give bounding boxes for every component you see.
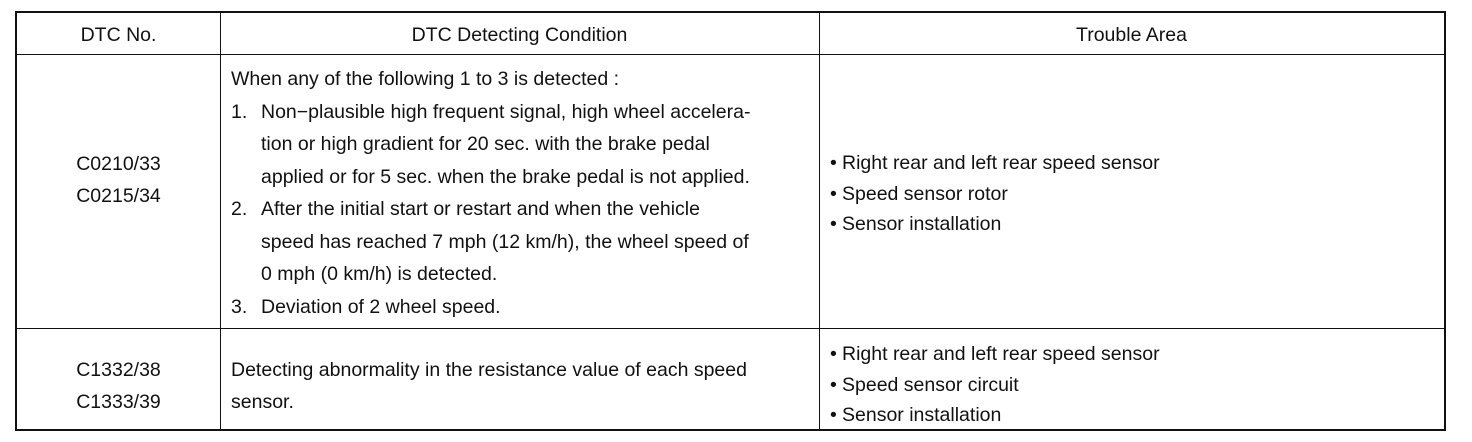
condition-item-3 xyxy=(231,291,816,324)
dtc-code: C0210/33 xyxy=(76,153,161,175)
condition-intro: When any of the following 1 to 3 is detected : xyxy=(231,68,620,90)
item-number: 3. xyxy=(231,295,248,318)
item-text: Deviation of 2 wheel speed. xyxy=(261,295,501,318)
item-text: Non−plausible high frequent signal, high wheel accelera- xyxy=(261,100,751,123)
column-divider xyxy=(819,13,820,429)
header-trouble-area: Trouble Area xyxy=(1076,24,1187,46)
row2-dtc-codes xyxy=(17,354,220,418)
item-text-continued: speed has reached 7 mph (12 km/h), the wheel speed of xyxy=(261,230,749,253)
bullet-icon: • xyxy=(830,343,837,365)
trouble-item: • Sensor installation xyxy=(830,209,1440,240)
trouble-item: • Speed sensor rotor xyxy=(830,179,1440,210)
condition-item-1 xyxy=(231,96,816,129)
bullet-icon: • xyxy=(830,152,837,174)
item-number: 2. xyxy=(231,198,248,220)
item-number: 1. xyxy=(231,100,248,123)
trouble-item: • Speed sensor circuit xyxy=(830,370,1440,401)
row2-condition xyxy=(231,354,816,418)
condition-text: Detecting abnormality in the resistance value of each speed xyxy=(231,359,747,381)
bullet-icon: • xyxy=(830,182,837,205)
item-text: After the initial start or restart and when the vehicle xyxy=(261,198,700,220)
dtc-code: C1333/39 xyxy=(76,391,161,413)
row2-trouble-area xyxy=(830,339,1440,431)
bullet-icon: • xyxy=(830,213,837,235)
bullet-icon: • xyxy=(830,404,837,426)
condition-text: sensor. xyxy=(231,391,294,413)
trouble-item: • Right rear and left rear speed sensor xyxy=(830,148,1440,179)
item-text-continued: 0 mph (0 km/h) is detected. xyxy=(261,263,498,285)
header-dtc-no: DTC No. xyxy=(80,24,157,46)
item-text-continued: tion or high gradient for 20 sec. with the brake pedal xyxy=(261,133,710,155)
column-divider xyxy=(220,13,221,429)
row1-dtc-codes xyxy=(17,148,220,212)
trouble-item: • Right rear and left rear speed sensor xyxy=(830,339,1440,370)
row-divider xyxy=(17,328,1444,329)
dtc-code: C1332/38 xyxy=(76,359,161,381)
bullet-icon: • xyxy=(830,373,837,396)
trouble-item: • Sensor installation xyxy=(830,400,1440,431)
row1-condition xyxy=(231,63,816,323)
header-detecting-condition: DTC Detecting Condition xyxy=(411,24,628,46)
dtc-table xyxy=(15,11,1446,431)
item-text-continued: applied or for 5 sec. when the brake pedal is not applied. xyxy=(261,165,750,188)
row1-trouble-area xyxy=(830,148,1440,240)
dtc-code: C0215/34 xyxy=(76,185,161,207)
condition-item-2 xyxy=(231,193,816,226)
